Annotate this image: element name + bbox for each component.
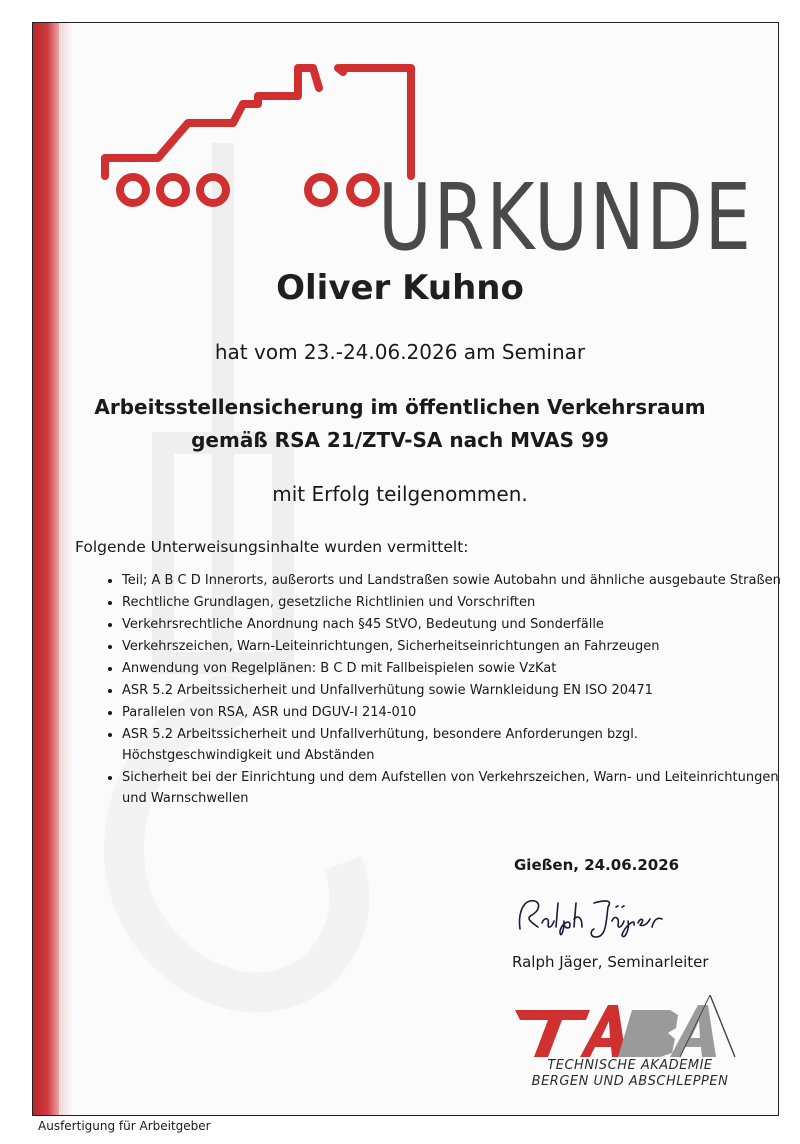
signer-name: Ralph Jäger, Seminarleiter xyxy=(512,953,709,971)
issuer-line2: BERGEN UND ABSCHLEPPEN xyxy=(531,1074,729,1089)
list-item: • Verkehrszeichen, Warn-Leiteinrichtungen, Sicherheitseinrichtungen an Fahrzeugen xyxy=(122,636,782,657)
list-item: • Anwendung von Regelplänen: B C D mit Fallbeispielen sowie VzKat xyxy=(122,658,782,679)
issuer-line1: TECHNISCHE AKADEMIE xyxy=(547,1058,713,1073)
certificate-heading: URKUNDE xyxy=(378,164,753,271)
list-item: • Verkehrsrechtliche Anordnung nach §45 StVO, Bedeutung und Sonderfälle xyxy=(122,614,782,635)
content-list xyxy=(96,570,782,810)
list-item: • Teil; A B C D Innerorts, außerorts und Landstraßen sowie Autobahn und ähnliche ausgebaute Straßen xyxy=(122,570,782,591)
attendance-line: hat vom 23.-24.06.2026 am Seminar xyxy=(214,340,586,364)
place-date: Gießen, 24.06.2026 xyxy=(514,856,680,874)
red-side-stripe xyxy=(33,23,59,1115)
footer-note: Ausfertigung für Arbeitgeber xyxy=(38,1119,211,1133)
list-item: • Rechtliche Grundlagen, gesetzliche Richtlinien und Vorschriften xyxy=(122,592,782,613)
seminar-title-line1: Arbeitsstellensicherung im öffentlichen Verkehrsraum xyxy=(94,395,706,419)
recipient-name: Oliver Kuhno xyxy=(276,268,524,308)
list-item: • Parallelen von RSA, ASR und DGUV-I 214-010 xyxy=(122,702,782,723)
side-stripe-fade xyxy=(59,23,73,1115)
content-intro: Folgende Unterweisungsinhalte wurden vermittelt: xyxy=(75,538,469,556)
handwritten-signature xyxy=(512,893,672,943)
result-line: mit Erfolg teilgenommen. xyxy=(272,482,528,506)
tow-truck-outline-icon xyxy=(93,48,423,223)
list-item: • Sicherheit bei der Einrichtung und dem Aufstellen von Verkehrszeichen, Warn- und Leiteinrichtungen und Warnschwellen xyxy=(122,767,782,809)
list-item: • ASR 5.2 Arbeitssicherheit und Unfallverhütung sowie Warnkleidung EN ISO 20471 xyxy=(122,680,782,701)
list-item: • ASR 5.2 Arbeitssicherheit und Unfallverhütung, besondere Anforderungen bzgl. Höchstgeschwindigkeit und Abständen xyxy=(122,724,782,766)
certificate-sheet xyxy=(32,22,779,1116)
seminar-title-line2: gemäß RSA 21/ZTV-SA nach MVAS 99 xyxy=(191,428,609,452)
